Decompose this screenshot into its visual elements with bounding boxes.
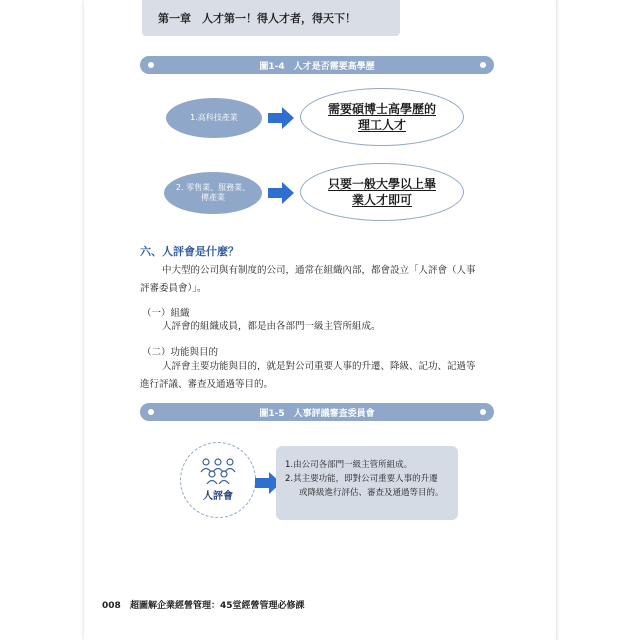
figure-title-bar [140,56,494,74]
figure-title-bar [140,403,494,421]
bullet-dot-icon [480,409,486,415]
page-number: 008 [102,601,121,611]
subsection-title: （二）功能與目的 [142,347,219,358]
industry-label: 2. 零售業、服務業、 [175,182,251,192]
info-point: 2.其主要功能，即對公司重要人事的升遷 [285,474,438,484]
requirement-line: 需要碩博士高學歷的 [327,101,436,116]
bullet-dot-icon [148,409,154,415]
section-heading: 六、人評會是什麼？ [140,245,239,258]
industry-pill-hightech [166,98,262,138]
subsection-text: 人評會主要功能與目的，就是對公司重要人事的升遷、降級、記功、記過等 [162,361,476,372]
requirement-line: 業人才即可 [351,193,412,207]
chapter-title: 第一章 人才第一！得人才者，得天下！ [142,0,400,36]
page-footer [102,598,304,611]
subsection-text: 人評會的組織成員，都是由各部門一級主管所組成。 [162,321,381,332]
people-group-icon [196,456,240,484]
right-arrow-icon [268,182,294,204]
book-title: 超圖解企業經營管理：45堂經營管理必修課 [129,601,305,611]
requirement-line: 只要一般大學以上畢 [327,176,436,191]
info-point: 1.由公司各部門一級主管所組成。 [285,460,413,470]
intro-line: 中大型的公司與有制度的公司，通常在組織內部，都會設立「人評會（人事 [162,265,476,276]
committee-info-box [276,446,458,520]
subsection-title: （一）組織 [142,308,190,319]
industry-label: 傳產業 [201,193,225,202]
requirement-oval-retail [300,163,464,221]
info-point: 或降級進行評估、審查及通過等目的。 [299,488,444,498]
bullet-dot-icon [148,62,154,68]
figure-title: 圖1-5 人事評議審查委員會 [259,408,375,419]
right-arrow-icon [268,107,294,129]
industry-label: 1.高科技產業 [190,112,238,122]
requirement-line: 理工人才 [357,118,406,132]
bullet-dot-icon [480,62,486,68]
subsection-text: 進行評議、審查及通過等目的。 [140,379,274,390]
industry-pill-retail [164,172,262,214]
intro-line: 評審委員會）」。 [140,283,207,294]
committee-label: 人評會 [203,491,233,502]
requirement-oval-hightech [300,88,464,146]
figure-title: 圖1-4 人才是否需要高學歷 [259,61,375,72]
